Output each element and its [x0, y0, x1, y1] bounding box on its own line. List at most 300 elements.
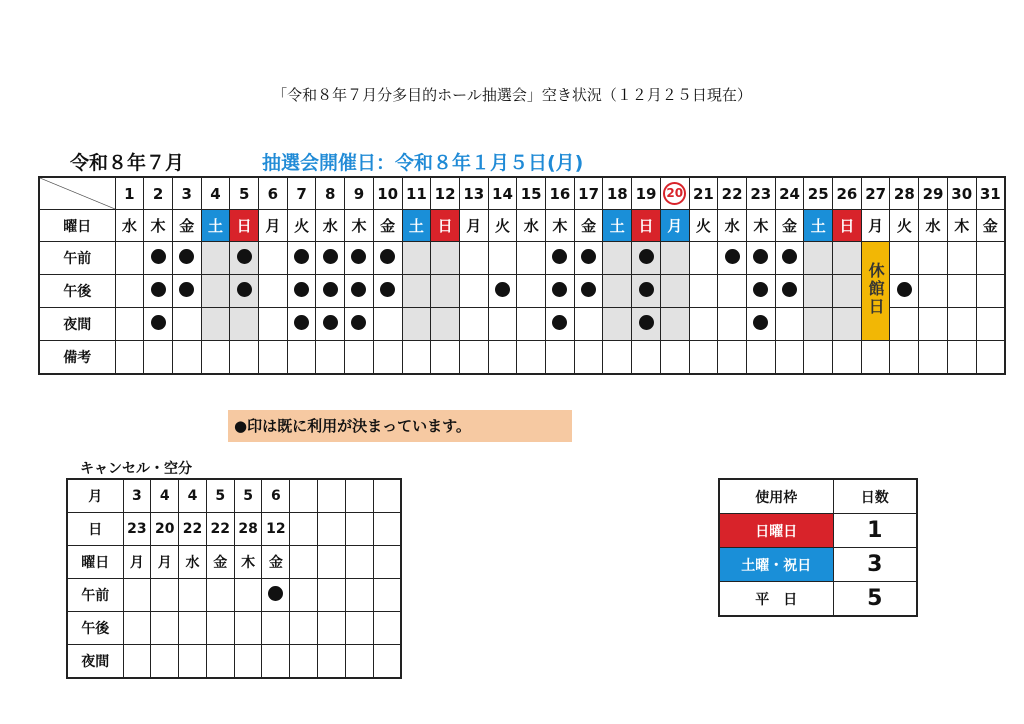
slot-cell — [287, 275, 316, 308]
slot-cell — [919, 308, 948, 341]
cancel-cell — [151, 579, 179, 612]
booked-dot-icon — [725, 249, 740, 264]
cancel-cell: 月 — [151, 546, 179, 579]
booked-dot-icon — [581, 249, 596, 264]
slot-cell — [316, 275, 345, 308]
slot-cell — [459, 275, 488, 308]
cancel-row-day — [67, 513, 401, 546]
cancel-cell — [206, 645, 234, 679]
cancel-cell: 3 — [123, 479, 151, 513]
slot-cell — [603, 308, 632, 341]
slot-cell — [919, 242, 948, 275]
slot-cell — [632, 242, 661, 275]
cancel-empty-cell — [318, 546, 346, 579]
slot-cell — [373, 242, 402, 275]
dow-cell: 火 — [488, 210, 517, 242]
date-cell: 12 — [431, 177, 460, 210]
legend-day-count: 1 — [833, 514, 917, 548]
cancel-cell — [123, 579, 151, 612]
cancel-row-dow — [67, 546, 401, 579]
cancel-cell: 6 — [262, 479, 290, 513]
date-cell — [660, 177, 689, 210]
cancel-row-am — [67, 579, 401, 612]
slot-cell — [287, 341, 316, 375]
booked-dot-icon — [323, 249, 338, 264]
slot-cell — [345, 341, 374, 375]
slot-cell — [976, 242, 1005, 275]
slot-cell — [947, 308, 976, 341]
slot-row-night — [39, 308, 1005, 341]
slot-cell — [976, 275, 1005, 308]
date-row — [39, 177, 1005, 210]
slot-cell — [775, 341, 804, 375]
closed-day-cell — [861, 242, 890, 341]
date-cell: 26 — [833, 177, 862, 210]
slot-cell — [833, 242, 862, 275]
booked-dot-icon — [495, 282, 510, 297]
booked-dot-icon — [753, 315, 768, 330]
slot-cell — [517, 275, 546, 308]
corner-cell — [39, 177, 115, 210]
cancel-cell — [179, 645, 207, 679]
slot-cell — [316, 308, 345, 341]
cancel-row-label-night: 夜間 — [67, 645, 123, 679]
slot-cell — [316, 242, 345, 275]
slot-cell — [574, 275, 603, 308]
dow-cell: 火 — [287, 210, 316, 242]
slot-cell — [345, 308, 374, 341]
cancel-empty-cell — [318, 579, 346, 612]
date-cell: 18 — [603, 177, 632, 210]
slot-cell — [488, 341, 517, 375]
date-cell: 10 — [373, 177, 402, 210]
slot-cell — [431, 275, 460, 308]
slot-cell — [431, 308, 460, 341]
slot-cell — [919, 275, 948, 308]
slot-cell — [947, 275, 976, 308]
slot-cell — [804, 275, 833, 308]
slot-cell — [976, 308, 1005, 341]
booked-dot-icon — [380, 282, 395, 297]
slot-cell — [546, 275, 575, 308]
dow-cell: 金 — [373, 210, 402, 242]
cancel-empty-cell — [318, 645, 346, 679]
row-label-pm: 午後 — [39, 275, 115, 308]
cancel-cell — [234, 645, 262, 679]
cancel-cell — [206, 579, 234, 612]
slot-cell — [402, 341, 431, 375]
cancel-row-label-month: 月 — [67, 479, 123, 513]
slot-cell — [259, 341, 288, 375]
legend-row — [719, 582, 917, 617]
cancel-cell: 22 — [179, 513, 207, 546]
booked-dot-icon — [323, 282, 338, 297]
cancel-cell — [206, 612, 234, 645]
slot-cell — [345, 242, 374, 275]
slot-cell — [259, 242, 288, 275]
cancel-cell — [262, 612, 290, 645]
cancel-empty-cell — [373, 513, 401, 546]
slot-cell — [144, 308, 173, 341]
legend-row — [719, 514, 917, 548]
cancel-cell: 4 — [151, 479, 179, 513]
slot-row-notes — [39, 341, 1005, 375]
slot-cell — [144, 341, 173, 375]
slot-cell — [488, 275, 517, 308]
booked-dot-icon — [753, 282, 768, 297]
slot-cell — [172, 275, 201, 308]
cancel-cell: 水 — [179, 546, 207, 579]
date-cell: 11 — [402, 177, 431, 210]
slot-cell — [373, 275, 402, 308]
date-cell: 13 — [459, 177, 488, 210]
slot-cell — [574, 341, 603, 375]
booked-dot-icon — [351, 249, 366, 264]
date-cell: 16 — [546, 177, 575, 210]
cancel-cell — [123, 612, 151, 645]
date-cell: 21 — [689, 177, 718, 210]
cancel-row-night — [67, 645, 401, 679]
slot-cell — [947, 242, 976, 275]
slot-cell — [172, 341, 201, 375]
date-cell: 24 — [775, 177, 804, 210]
slot-cell — [287, 308, 316, 341]
slot-cell — [603, 341, 632, 375]
legend-slot-label: 日曜日 — [719, 514, 833, 548]
dow-cell: 金 — [574, 210, 603, 242]
date-cell: 22 — [718, 177, 747, 210]
cancel-empty-cell — [318, 513, 346, 546]
slot-cell — [603, 275, 632, 308]
cancel-empty-cell — [318, 612, 346, 645]
slot-cell — [890, 341, 919, 375]
slot-cell — [632, 308, 661, 341]
slot-cell — [775, 308, 804, 341]
slot-cell — [201, 308, 230, 341]
booked-dot-icon — [151, 315, 166, 330]
slot-cell — [431, 341, 460, 375]
slot-cell — [976, 341, 1005, 375]
date-cell: 30 — [947, 177, 976, 210]
cancel-empty-cell — [290, 479, 318, 513]
cancel-empty-cell — [318, 479, 346, 513]
dow-cell: 金 — [775, 210, 804, 242]
slot-cell — [459, 308, 488, 341]
dow-cell: 水 — [115, 210, 144, 242]
slot-cell — [804, 242, 833, 275]
dow-cell: 日 — [632, 210, 661, 242]
slot-cell — [230, 341, 259, 375]
slot-cell — [517, 341, 546, 375]
cancel-cell: 金 — [262, 546, 290, 579]
cancel-cell: 23 — [123, 513, 151, 546]
date-cell: 23 — [746, 177, 775, 210]
booked-dot-icon — [179, 249, 194, 264]
slot-cell — [546, 308, 575, 341]
row-label-night: 夜間 — [39, 308, 115, 341]
slot-row-am — [39, 242, 1005, 275]
dow-cell: 水 — [919, 210, 948, 242]
slot-cell — [660, 341, 689, 375]
slot-cell — [574, 242, 603, 275]
booked-dot-icon — [639, 315, 654, 330]
legend-row — [719, 548, 917, 582]
booked-dot-icon — [268, 586, 283, 601]
slot-cell — [546, 242, 575, 275]
slot-cell — [488, 242, 517, 275]
slot-cell — [632, 341, 661, 375]
legend-slot-label: 土曜・祝日 — [719, 548, 833, 582]
slot-cell — [259, 308, 288, 341]
cancel-row-label-pm: 午後 — [67, 612, 123, 645]
slot-cell — [287, 242, 316, 275]
slot-cell — [144, 275, 173, 308]
booked-dot-icon — [351, 282, 366, 297]
cancel-cell — [234, 579, 262, 612]
slot-cell — [833, 341, 862, 375]
cancel-empty-cell — [373, 579, 401, 612]
usage-legend-table — [718, 478, 918, 617]
cancel-empty-cell — [345, 612, 373, 645]
holiday-date-circle: 20 — [663, 182, 686, 205]
booked-dot-icon — [151, 249, 166, 264]
cancel-cell — [151, 612, 179, 645]
slot-cell — [230, 275, 259, 308]
slot-cell — [804, 308, 833, 341]
date-cell: 7 — [287, 177, 316, 210]
dow-cell: 日 — [230, 210, 259, 242]
cancel-cell — [234, 612, 262, 645]
dow-cell: 火 — [689, 210, 718, 242]
date-cell: 2 — [144, 177, 173, 210]
dow-cell: 水 — [517, 210, 546, 242]
slot-cell — [746, 242, 775, 275]
dow-cell: 土 — [201, 210, 230, 242]
slot-cell — [546, 341, 575, 375]
legend-header-days: 日数 — [833, 479, 917, 514]
cancel-cell — [151, 645, 179, 679]
dow-cell: 木 — [546, 210, 575, 242]
booked-dot-icon — [179, 282, 194, 297]
dow-cell: 火 — [890, 210, 919, 242]
cancellation-table — [66, 478, 402, 679]
date-cell: 15 — [517, 177, 546, 210]
slot-cell — [861, 341, 890, 375]
dow-cell: 水 — [316, 210, 345, 242]
booked-dot-icon — [782, 282, 797, 297]
slot-cell — [689, 341, 718, 375]
slot-cell — [201, 341, 230, 375]
cancel-empty-cell — [290, 513, 318, 546]
slot-cell — [488, 308, 517, 341]
date-cell: 25 — [804, 177, 833, 210]
date-cell: 31 — [976, 177, 1005, 210]
booked-dot-icon — [552, 249, 567, 264]
slot-cell — [804, 341, 833, 375]
cancel-empty-cell — [290, 612, 318, 645]
booked-dot-icon — [294, 282, 309, 297]
date-cell: 17 — [574, 177, 603, 210]
slot-cell — [718, 341, 747, 375]
cancel-empty-cell — [345, 479, 373, 513]
dow-cell: 月 — [259, 210, 288, 242]
booked-dot-icon — [380, 249, 395, 264]
slot-cell — [459, 341, 488, 375]
slot-cell — [660, 308, 689, 341]
cancel-cell: 5 — [234, 479, 262, 513]
dow-cell: 木 — [144, 210, 173, 242]
cancel-cell — [179, 612, 207, 645]
dow-cell: 月 — [861, 210, 890, 242]
legend-day-count: 5 — [833, 582, 917, 617]
slot-cell — [660, 242, 689, 275]
cancel-cell — [179, 579, 207, 612]
dow-cell: 水 — [718, 210, 747, 242]
slot-cell — [746, 341, 775, 375]
slot-cell — [660, 275, 689, 308]
slot-cell — [718, 308, 747, 341]
slot-cell — [947, 341, 976, 375]
cancel-empty-cell — [290, 645, 318, 679]
slot-cell — [689, 308, 718, 341]
date-cell: 6 — [259, 177, 288, 210]
booked-dot-icon — [552, 282, 567, 297]
slot-cell — [890, 308, 919, 341]
slot-cell — [718, 275, 747, 308]
dow-cell: 木 — [947, 210, 976, 242]
slot-cell — [689, 242, 718, 275]
booked-dot-icon — [323, 315, 338, 330]
cancel-cell: 28 — [234, 513, 262, 546]
cancel-row-label-day: 日 — [67, 513, 123, 546]
legend-slot-label: 平 日 — [719, 582, 833, 617]
date-cell: 27 — [861, 177, 890, 210]
dow-cell: 土 — [603, 210, 632, 242]
date-cell: 3 — [172, 177, 201, 210]
booked-dot-icon — [151, 282, 166, 297]
cancel-cell: 12 — [262, 513, 290, 546]
slot-cell — [890, 275, 919, 308]
slot-cell — [230, 242, 259, 275]
legend-day-count: 3 — [833, 548, 917, 582]
dow-cell: 日 — [833, 210, 862, 242]
slot-cell — [115, 275, 144, 308]
cancel-table-label: キャンセル・空分 — [80, 461, 192, 477]
cancel-row-pm — [67, 612, 401, 645]
page-title: 「令和８年７月分多目的ホール抽選会」空き状況（１２月２５日現在） — [272, 86, 752, 104]
dow-cell: 土 — [804, 210, 833, 242]
slot-cell — [201, 242, 230, 275]
date-cell: 9 — [345, 177, 374, 210]
date-cell: 4 — [201, 177, 230, 210]
cancel-cell — [123, 645, 151, 679]
slot-cell — [373, 308, 402, 341]
closed-day-label: 休館日 — [866, 262, 886, 316]
slot-cell — [172, 242, 201, 275]
cancel-empty-cell — [290, 546, 318, 579]
month-label: 令和８年７月 — [70, 152, 185, 174]
slot-cell — [402, 308, 431, 341]
dow-cell: 木 — [345, 210, 374, 242]
slot-cell — [144, 242, 173, 275]
slot-cell — [115, 242, 144, 275]
booked-dot-icon — [897, 282, 912, 297]
booked-dot-icon — [639, 282, 654, 297]
slot-cell — [603, 242, 632, 275]
slot-cell — [517, 242, 546, 275]
cancel-empty-cell — [290, 579, 318, 612]
cancel-empty-cell — [373, 612, 401, 645]
cancel-cell: 22 — [206, 513, 234, 546]
dow-cell: 木 — [746, 210, 775, 242]
slot-cell — [689, 275, 718, 308]
slot-cell — [115, 308, 144, 341]
booked-dot-icon — [552, 315, 567, 330]
booked-dot-icon — [351, 315, 366, 330]
booked-dot-icon — [294, 249, 309, 264]
row-label-dow: 曜日 — [39, 210, 115, 242]
booked-dot-icon — [782, 249, 797, 264]
cancel-cell: 20 — [151, 513, 179, 546]
booked-dot-icon — [581, 282, 596, 297]
slot-row-pm — [39, 275, 1005, 308]
slot-cell — [230, 308, 259, 341]
slot-cell — [919, 341, 948, 375]
cancel-empty-cell — [373, 645, 401, 679]
slot-cell — [746, 308, 775, 341]
slot-cell — [402, 242, 431, 275]
slot-cell — [775, 275, 804, 308]
date-cell: 14 — [488, 177, 517, 210]
slot-cell — [115, 341, 144, 375]
cancel-cell: 月 — [123, 546, 151, 579]
cancel-empty-cell — [345, 645, 373, 679]
slot-cell — [201, 275, 230, 308]
cancel-cell: 4 — [179, 479, 207, 513]
dow-row — [39, 210, 1005, 242]
booked-dot-icon — [753, 249, 768, 264]
slot-cell — [459, 242, 488, 275]
date-cell: 5 — [230, 177, 259, 210]
dow-cell: 月 — [459, 210, 488, 242]
cancel-cell: 木 — [234, 546, 262, 579]
row-label-notes: 備考 — [39, 341, 115, 375]
booked-notice: ●印は既に利用が決まっています。 — [228, 410, 572, 442]
slot-cell — [517, 308, 546, 341]
availability-calendar — [38, 176, 1006, 375]
cancel-cell: 金 — [206, 546, 234, 579]
legend-header-row — [719, 479, 917, 514]
cancel-empty-cell — [345, 513, 373, 546]
booked-dot-icon — [639, 249, 654, 264]
slot-cell — [718, 242, 747, 275]
booked-dot-icon — [294, 315, 309, 330]
date-cell: 1 — [115, 177, 144, 210]
slot-cell — [373, 341, 402, 375]
cancel-cell — [262, 645, 290, 679]
dow-cell: 月 — [660, 210, 689, 242]
cancel-empty-cell — [345, 546, 373, 579]
cancel-row-month — [67, 479, 401, 513]
dow-cell: 金 — [172, 210, 201, 242]
slot-cell — [775, 242, 804, 275]
slot-cell — [632, 275, 661, 308]
slot-cell — [833, 275, 862, 308]
cancel-empty-cell — [373, 546, 401, 579]
date-cell: 19 — [632, 177, 661, 210]
slot-cell — [746, 275, 775, 308]
cancel-empty-cell — [345, 579, 373, 612]
